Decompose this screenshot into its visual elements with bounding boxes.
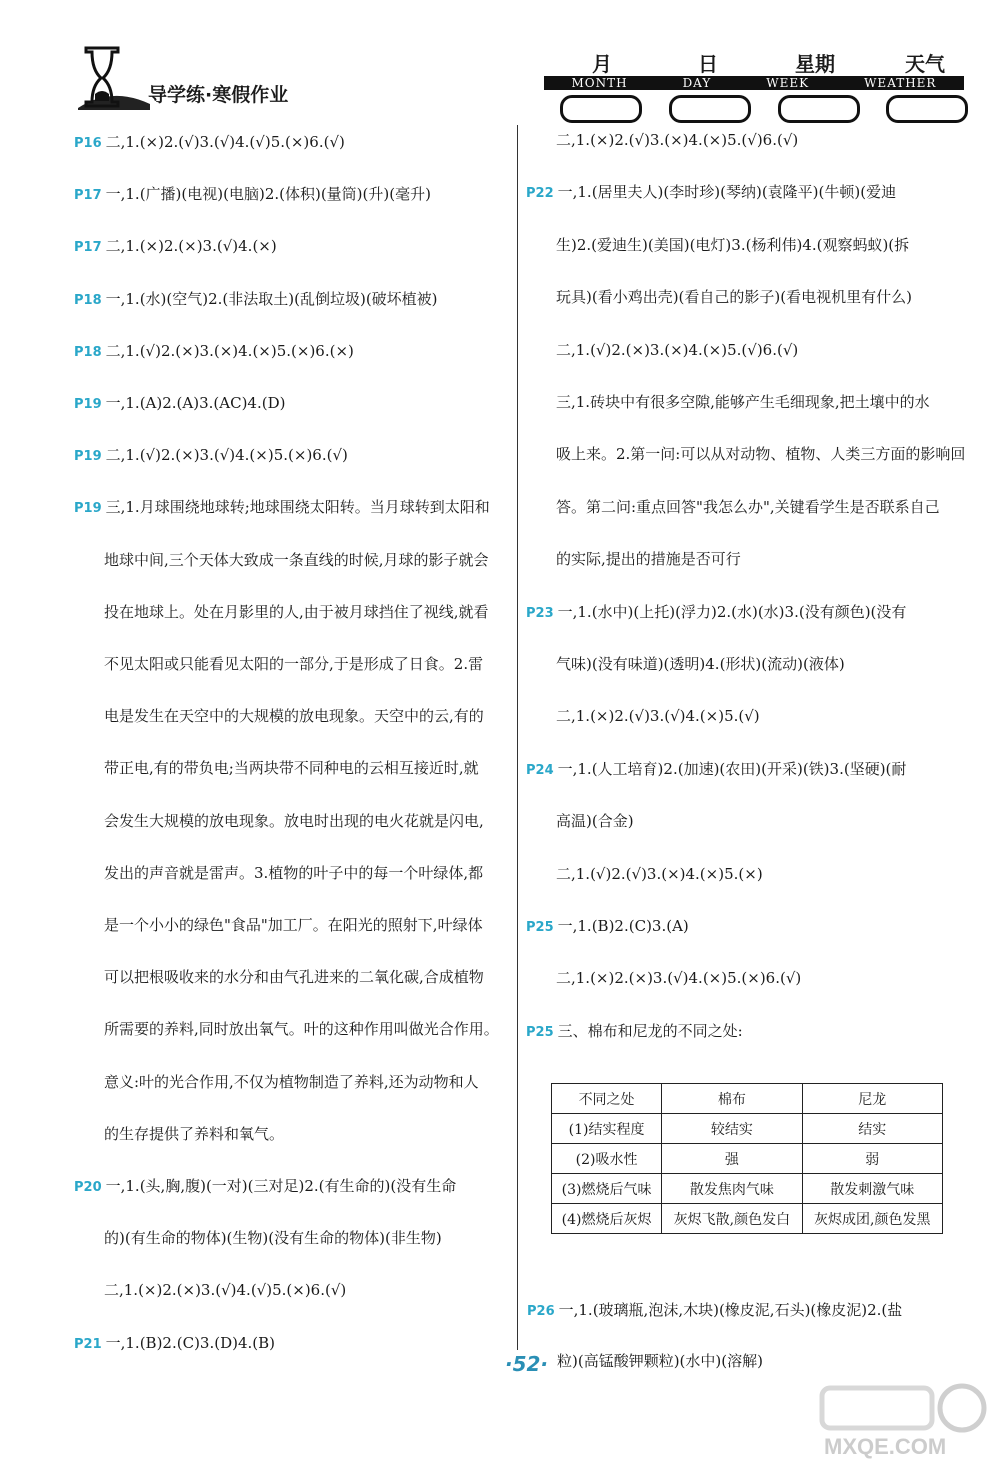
watermark-logo bbox=[812, 1378, 992, 1462]
answer-line bbox=[556, 811, 634, 831]
page-ref-label: P25 bbox=[526, 920, 554, 935]
table-row bbox=[552, 1204, 943, 1234]
answer-line bbox=[104, 1019, 499, 1039]
page-ref-label: P18 bbox=[74, 292, 102, 308]
answer-text: 的)(有生命的物体)(生物)(没有生命的物体)(非生物) bbox=[104, 1229, 442, 1248]
answer-text: 电是发生在天空中的大规模的放电现象。天空中的云,有的 bbox=[104, 707, 484, 726]
table-header-row bbox=[552, 1084, 943, 1114]
answer-text: 投在地球上。处在月影里的人,由于被月球挡住了视线,就看 bbox=[104, 602, 489, 621]
answer-text: 一,1.(B)2.(C)3.(A) bbox=[557, 917, 689, 935]
answer-text: 的实际,提出的措施是否可行 bbox=[556, 550, 741, 569]
answer-text: 可以把根吸收来的水分和由气孔进来的二氧化碳,合成植物 bbox=[104, 968, 484, 987]
answer-text: 二,1.(×)2.(√)3.(√)4.(√)5.(×)6.(√) bbox=[105, 133, 345, 151]
answer-text: 高温)(合金) bbox=[556, 812, 634, 831]
answer-line bbox=[104, 811, 484, 831]
answer-line bbox=[104, 550, 489, 570]
answer-text: 二,1.(×)2.(√)3.(√)4.(×)5.(√) bbox=[556, 707, 760, 726]
day-sublabel: DAY bbox=[682, 76, 712, 90]
page-ref-label: P19 bbox=[74, 449, 102, 465]
answer-text: 粒)(高锰酸钾颗粒)(水中)(溶解) bbox=[557, 1352, 763, 1370]
answer-line bbox=[556, 130, 798, 150]
answer-text: 二,1.(×)2.(×)3.(√)4.(×) bbox=[105, 237, 277, 256]
answer-text: 一,1.(水中)(上托)(浮力)2.(水)(水)3.(没有颜色)(没有 bbox=[557, 602, 907, 621]
answer-line bbox=[526, 182, 896, 204]
answer-line bbox=[556, 235, 909, 255]
table-header: 尼龙 bbox=[802, 1084, 942, 1114]
table-header: 棉布 bbox=[662, 1084, 802, 1114]
answer-line bbox=[526, 602, 906, 624]
answer-line bbox=[74, 445, 348, 467]
table-cell: 灰烬成团,颜色发黑 bbox=[802, 1204, 942, 1234]
answer-line bbox=[556, 864, 763, 884]
answer-line bbox=[74, 341, 354, 363]
table-cell: 散发刺激气味 bbox=[802, 1174, 942, 1204]
answer-text: 一,1.(人工培育)2.(加速)(农田)(开采)(铁)3.(坚硬)(耐 bbox=[557, 759, 907, 778]
page-ref-label: P24 bbox=[526, 762, 554, 778]
answer-line bbox=[526, 759, 906, 781]
page-ref-label: P18 bbox=[74, 344, 102, 360]
table-cell: 较结实 bbox=[662, 1114, 802, 1144]
answer-line bbox=[104, 602, 489, 622]
answer-line bbox=[527, 1300, 902, 1322]
answer-line bbox=[74, 1333, 275, 1355]
answer-line bbox=[556, 340, 798, 360]
answer-text: 三、棉布和尼龙的不同之处: bbox=[557, 1021, 743, 1040]
answer-line bbox=[556, 654, 845, 674]
answer-line bbox=[556, 706, 760, 726]
answer-line bbox=[74, 184, 431, 206]
answer-text: 意义:叶的光合作用,不仅为植物制造了养料,还为动物和人 bbox=[104, 1072, 479, 1091]
table-cell: (3)燃烧后气味 bbox=[552, 1174, 662, 1204]
answer-text: 二,1.(×)2.(×)3.(√)4.(√)5.(×)6.(√) bbox=[104, 1281, 347, 1300]
answer-line bbox=[104, 758, 479, 778]
page-ref-label: P19 bbox=[74, 501, 102, 517]
answer-text: 一,1.(水)(空气)2.(非法取土)(乱倒垃圾)(破坏植被) bbox=[105, 289, 438, 308]
table-cell: 结实 bbox=[802, 1114, 942, 1144]
answer-text: 二,1.(√)2.(×)3.(×)4.(×)5.(√)6.(√) bbox=[556, 340, 799, 359]
answer-line bbox=[556, 549, 741, 569]
answer-line bbox=[104, 1124, 284, 1144]
answer-text: 一,1.(广播)(电视)(电脑)2.(体积)(量筒)(升)(毫升) bbox=[105, 185, 431, 204]
answer-text: 一,1.(B)2.(C)3.(D)4.(B) bbox=[105, 1333, 276, 1352]
answer-text: 的生存提供了养料和氧气。 bbox=[104, 1124, 285, 1143]
answer-text: 二,1.(√)2.(×)3.(×)4.(×)5.(×)6.(×) bbox=[105, 341, 354, 360]
answer-line bbox=[74, 393, 285, 415]
page-number: ·52· bbox=[505, 1352, 549, 1376]
answer-line bbox=[557, 1351, 763, 1371]
answer-line bbox=[74, 497, 490, 519]
answer-line bbox=[556, 968, 801, 988]
table-cell: 散发焦肉气味 bbox=[662, 1174, 802, 1204]
table-row bbox=[552, 1174, 943, 1204]
answer-line bbox=[104, 863, 483, 883]
page-ref-label: P17 bbox=[74, 240, 102, 256]
answer-text: 气味)(没有味道)(透明)4.(形状)(流动)(液体) bbox=[556, 655, 845, 673]
table-row bbox=[552, 1144, 943, 1174]
week-sublabel: WEEK bbox=[766, 76, 810, 90]
table-cell: (4)燃烧后灰烬 bbox=[552, 1204, 662, 1234]
answer-text: 玩具)(看小鸡出壳)(看自己的影子)(看电视机里有什么) bbox=[556, 288, 912, 307]
answer-text: 一,1.(头,胸,腹)(一对)(三对足)2.(有生命的)(没有生命 bbox=[105, 1177, 457, 1195]
table-cell: 弱 bbox=[802, 1144, 942, 1174]
answer-line bbox=[104, 654, 483, 674]
table-header: 不同之处 bbox=[552, 1084, 662, 1114]
answer-text: 三,1.月球围绕地球转;地球围绕太阳转。当月球转到太阳和 bbox=[105, 498, 490, 517]
answer-text: 一,1.(A)2.(A)3.(AC)4.(D) bbox=[105, 394, 286, 412]
page-ref-label: P19 bbox=[74, 397, 102, 412]
answer-text: 二,1.(√)2.(×)3.(√)4.(×)5.(×)6.(√) bbox=[105, 446, 348, 465]
brand-title: 导学练·寒假作业 bbox=[148, 84, 289, 106]
table-cell: (1)结实程度 bbox=[552, 1114, 662, 1144]
answer-text: 不见太阳或只能看见太阳的一部分,于是形成了日食。2.雷 bbox=[104, 655, 484, 673]
answer-line bbox=[104, 967, 484, 987]
page-ref-label: P20 bbox=[74, 1180, 102, 1195]
answer-text: 所需要的养料,同时放出氧气。叶的这种作用叫做光合作用。 bbox=[104, 1020, 499, 1039]
answer-line bbox=[74, 132, 345, 154]
answer-text: 一,1.(居里夫人)(李时珍)(琴纳)(袁隆平)(牛顿)(爱迪 bbox=[557, 183, 897, 202]
answer-text: 生)2.(爱迪生)(美国)(电灯)3.(杨利伟)4.(观察蚂蚁)(拆 bbox=[556, 235, 910, 254]
weather-label: 天气 bbox=[905, 52, 945, 76]
comparison-table bbox=[551, 1083, 943, 1234]
answer-line bbox=[74, 1176, 456, 1198]
answer-line bbox=[104, 1072, 479, 1092]
answer-line bbox=[74, 289, 438, 311]
table-cell: (2)吸水性 bbox=[552, 1144, 662, 1174]
answer-text: 答。第二问:重点回答"我怎么办",关键看学生是否联系自己 bbox=[556, 497, 940, 516]
answer-line bbox=[556, 392, 930, 412]
month-field[interactable] bbox=[560, 95, 642, 123]
page-ref-label: P17 bbox=[74, 188, 102, 204]
answer-text: 吸上来。2.第一问:可以从对动物、植物、人类三方面的影响回 bbox=[556, 445, 966, 464]
watermark-text: MXQE.COM bbox=[824, 1434, 947, 1459]
answer-line bbox=[104, 1280, 346, 1300]
month-sublabel: MONTH bbox=[571, 76, 628, 90]
page-ref-label: P25 bbox=[526, 1024, 554, 1040]
date-sublabel-bar bbox=[544, 76, 964, 90]
answer-text: 会发生大规模的放电现象。放电时出现的电火花就是闪电, bbox=[104, 811, 484, 830]
answer-text: 是一个小小的绿色"食品"加工厂。在阳光的照射下,叶绿体 bbox=[104, 916, 483, 934]
answer-text: 二,1.(√)2.(√)3.(×)4.(×)5.(×) bbox=[556, 864, 763, 883]
table-row bbox=[552, 1114, 943, 1144]
day-label: 日 bbox=[698, 52, 718, 76]
page-ref-label: P26 bbox=[527, 1304, 555, 1319]
page-ref-label: P22 bbox=[526, 186, 554, 202]
answer-line bbox=[526, 1021, 743, 1043]
answer-line bbox=[104, 1228, 442, 1248]
answer-line bbox=[556, 287, 912, 307]
week-field[interactable] bbox=[778, 95, 860, 123]
week-label: 星期 bbox=[795, 52, 835, 76]
column-divider bbox=[517, 125, 518, 1350]
answer-text: 三,1.砖块中有很多空隙,能够产生毛细现象,把土壤中的水 bbox=[556, 393, 930, 411]
table-cell: 灰烬飞散,颜色发白 bbox=[662, 1204, 802, 1234]
answer-line bbox=[74, 236, 277, 258]
month-label: 月 bbox=[592, 52, 612, 76]
answer-text: 发出的声音就是雷声。3.植物的叶子中的每一个叶绿体,都 bbox=[104, 863, 484, 882]
answer-text: 地球中间,三个天体大致成一条直线的时候,月球的影子就会 bbox=[104, 550, 489, 569]
answer-text: 带正电,有的带负电;当两块带不同种电的云相互接近时,就 bbox=[104, 759, 479, 778]
answer-text: 一,1.(玻璃瓶,泡沫,木块)(橡皮泥,石头)(橡皮泥)2.(盐 bbox=[558, 1301, 903, 1319]
brand-logo bbox=[72, 44, 332, 116]
day-field[interactable] bbox=[669, 95, 751, 123]
answer-line bbox=[556, 444, 965, 464]
answer-line bbox=[104, 706, 484, 726]
hourglass-icon bbox=[72, 44, 152, 114]
weather-sublabel: WEATHER bbox=[864, 76, 937, 90]
answer-line bbox=[526, 916, 689, 938]
table-cell: 强 bbox=[662, 1144, 802, 1174]
answer-line bbox=[104, 915, 483, 935]
page-ref-label: P16 bbox=[74, 136, 102, 151]
answer-line bbox=[556, 497, 940, 517]
answer-text: 二,1.(×)2.(×)3.(√)4.(×)5.(×)6.(√) bbox=[556, 969, 802, 988]
page-ref-label: P21 bbox=[74, 1336, 102, 1352]
page-ref-label: P23 bbox=[526, 605, 554, 621]
weather-field[interactable] bbox=[886, 95, 968, 123]
answer-text: 二,1.(×)2.(√)3.(×)4.(×)5.(√)6.(√) bbox=[556, 131, 799, 149]
